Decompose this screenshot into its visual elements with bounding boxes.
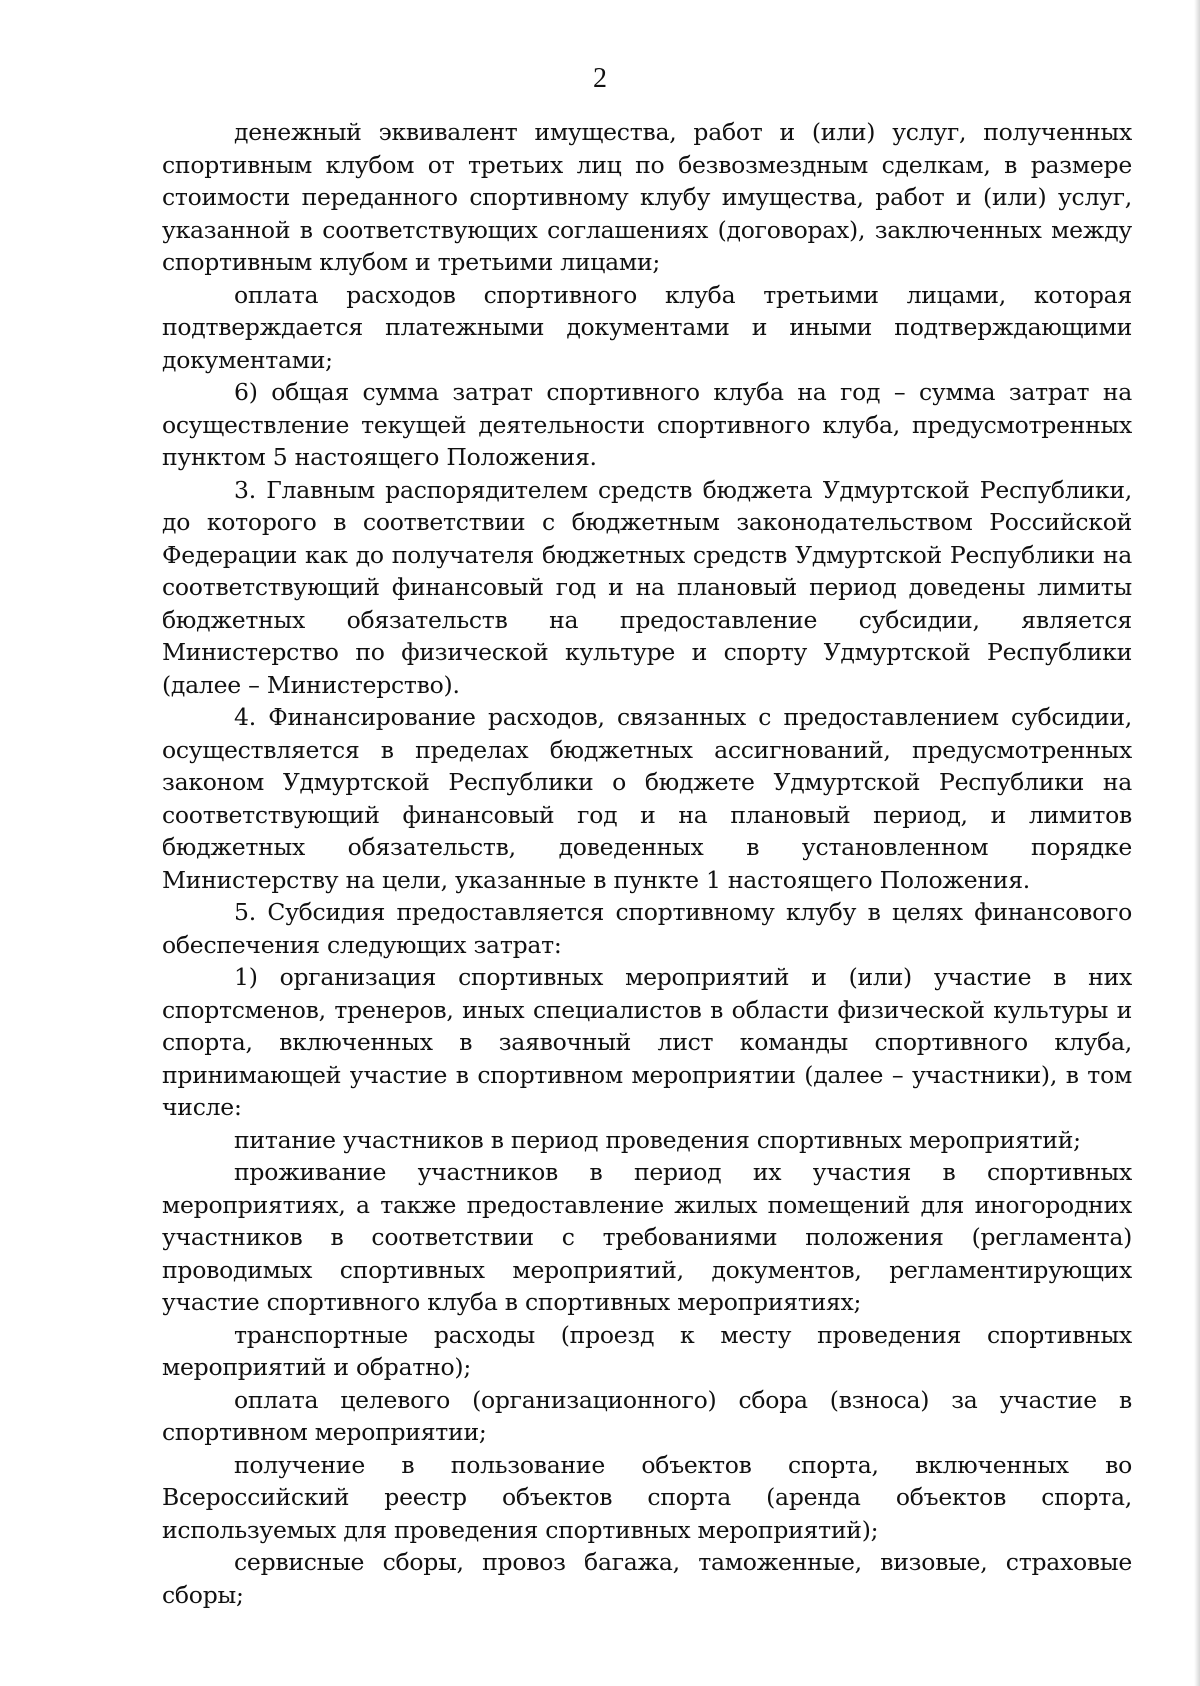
paragraph-gratuitous-transactions: денежный эквивалент имущества, работ и (или) услуг, полученных спортивным клубом от третьих лиц по безвозмездным сделкам, в размере стоимости переданного спортивному клубу имущества, работ и (или) услуг, указанной в соответствующих соглашениях (договорах), заключенных между спортивным клубом и третьими лицами; [162,118,1132,276]
paragraph-transport-expenses: транспортные расходы (проезд к месту проведения спортивных мероприятий и обратно); [162,1320,1132,1381]
paragraph-service-fees: сервисные сборы, провоз багажа, таможенные, визовые, страховые сборы; [162,1548,1132,1609]
paragraph-total-costs-definition: 6) общая сумма затрат спортивного клуба на год – сумма затрат на осуществление текущей деятельности спортивного клуба, предусмотренных пунктом 5 настоящего Положения. [162,378,1132,471]
paragraph-third-party-payment: оплата расходов спортивного клуба третьими лицами, которая подтверждается платежными документами и иными подтверждающими документами; [162,280,1132,374]
paragraph-accommodation: проживание участников в период их участия в спортивных мероприятиях, а также предоставление жилых помещений для иногородних участников в соответствии с требованиями положения (регламента) проводимых спортивных мероприятий, документов, регламентирующих участие спортивного клуба в спортивных мероприятиях; [162,1158,1132,1316]
scan-edge-shadow [1194,0,1200,1686]
paragraph-participation-fee: оплата целевого (организационного) сбора (взноса) за участие в спортивном мероприятии; [162,1385,1132,1446]
paragraph-financing-of-expenses: 4. Финансирование расходов, связанных с предоставлением субсидии, осуществляется в пределах бюджетных ассигнований, предусмотренных законом Удмуртской Республики о бюджете Удмуртской Республики на соответствующий финансовый год и на плановый период, и лимитов бюджетных обязательств, доведенных в установленном порядке Министерству на цели, указанные в пункте 1 настоящего Положения. [162,703,1132,894]
paragraph-meals: питание участников в период проведения спортивных мероприятий; [234,1125,1081,1154]
paragraph-subsidy-purpose: 5. Субсидия предоставляется спортивному клубу в целях финансового обеспечения следующих затрат: [162,898,1132,959]
page-number: 2 [593,63,607,94]
paragraph-sports-events-organization: 1) организация спортивных мероприятий и (или) участие в них спортсменов, тренеров, иных специалистов в области физической культуры и спорта, включенных в заявочный лист команды спортивного клуба, принимающей участие в спортивном мероприятии (далее – участники), в том числе: [162,963,1132,1121]
paragraph-sports-facilities-rental: получение в пользование объектов спорта, включенных во Всероссийский реестр объектов спорта (аренда объектов спорта, используемых для проведения спортивных мероприятий); [162,1450,1132,1544]
document-body [162,116,1132,1611]
paragraph-chief-budget-administrator: 3. Главным распорядителем средств бюджета Удмуртской Республики, до которого в соответствии с бюджетным законодательством Российской Федерации как до получателя бюджетных средств Удмуртской Республики на соответствующий финансовый год и на плановый период доведены лимиты бюджетных обязательств на предоставление субсидии, является Министерство по физической культуре и спорту Удмуртской Республики (далее – Министерство). [162,475,1132,699]
